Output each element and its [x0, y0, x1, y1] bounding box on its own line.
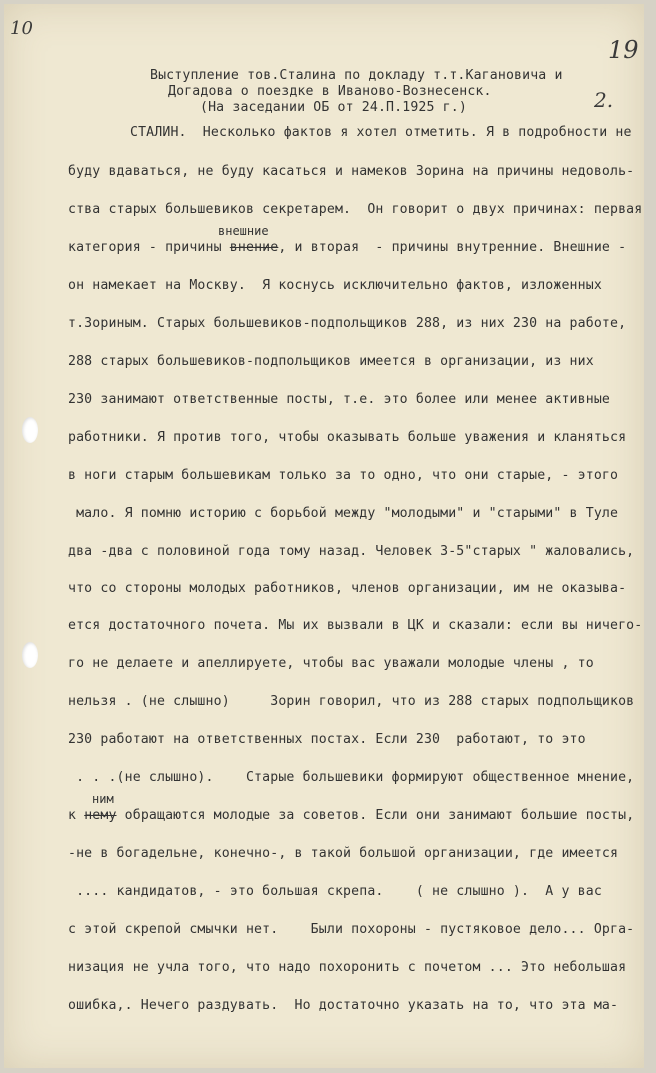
body-line: ошибка,. Нечего раздувать. Но достаточно указать на то, что эта ма-: [68, 998, 619, 1013]
body-line: 230 занимают ответственные посты, т.е. это более или менее активные: [68, 392, 610, 407]
body-line: ется достаточного почета. Мы их вызвали в ЦК и сказали: если вы ничего-: [68, 618, 643, 633]
struck-word: внение: [229, 240, 279, 255]
body-line: мало. Я помню историю с борьбой между "молодыми" и "старыми" в Туле: [68, 506, 619, 521]
header-line-1: Выступление тов.Сталина по докладу т.т.Кагановича и: [150, 68, 563, 83]
body-line: СТАЛИН. Несколько фактов я хотел отметить. Я в подробности не: [130, 125, 632, 140]
body-line: в ноги старым большевикам только за то одно, что они старые, - этого: [68, 468, 619, 483]
text-segment: категория - причины: [68, 240, 230, 255]
body-line: низация не учла того, что надо похоронить с почетом ... Это небольшая: [68, 960, 627, 975]
header-line-2: Догадова о поездке в Иваново-Вознесенск.: [168, 84, 492, 99]
inserted-word: ним: [92, 792, 114, 806]
inserted-word: внешние: [218, 224, 269, 238]
header-line-3: (На заседании ОБ от 24.П.1925 г.): [200, 100, 467, 115]
body-line: 288 старых большевиков-подпольщиков имеется в организации, из них: [68, 354, 594, 369]
body-line: го не делаете и апеллируете, чтобы вас уважали молодые члены , то: [68, 656, 594, 671]
body-line: что со стороны молодых работников, членов организации, им не оказыва-: [68, 581, 627, 596]
body-line: он намекает на Москву. Я коснусь исключительно фактов, изложенных: [68, 278, 602, 293]
text-segment: обращаются молодые за советов. Если они занимают большие посты,: [116, 808, 635, 823]
body-line: работники. Я против того, чтобы оказывать больше уважения и кланяться: [68, 430, 627, 445]
body-line: два -два с половиной года тому назад. Человек 3-5"старых " жаловались,: [68, 544, 635, 559]
handwritten-page-mark-left: 10: [10, 18, 33, 39]
document-page: [4, 4, 644, 1068]
text-segment: к: [68, 808, 85, 823]
body-line: буду вдаваться, не буду касаться и намеков Зорина на причины недоволь-: [68, 164, 635, 179]
text-segment: , и вторая - причины внутренние. Внешние -: [278, 240, 627, 255]
body-line: [68, 240, 626, 255]
body-line: нельзя . (не слышно) Зорин говорил, что из 288 старых подпольщиков: [68, 694, 635, 709]
body-line: -не в богадельне, конечно-, в такой большой организации, где имеется: [68, 846, 619, 861]
handwritten-margin-mark: 2.: [594, 88, 614, 112]
struck-word: нему: [84, 808, 117, 823]
body-line: . . .(не слышно). Старые большевики формируют общественное мнение,: [68, 770, 635, 785]
body-line: т.Зориным. Старых большевиков-подпольщиков 288, из них 230 на работе,: [68, 316, 627, 331]
body-line: с этой скрепой смычки нет. Были похороны - пустяковое дело... Орга-: [68, 922, 635, 937]
punch-hole: [22, 642, 38, 668]
body-line: ства старых большевиков секретарем. Он говорит о двух причинах: первая: [68, 202, 643, 217]
body-line: [68, 808, 634, 823]
handwritten-page-number: 19: [608, 36, 639, 64]
body-line: 230 работают на ответственных постах. Если 230 работают, то это: [68, 732, 586, 747]
body-line: .... кандидатов, - это большая скрепа. ( не слышно ). А у вас: [68, 884, 602, 899]
punch-hole: [22, 417, 38, 443]
